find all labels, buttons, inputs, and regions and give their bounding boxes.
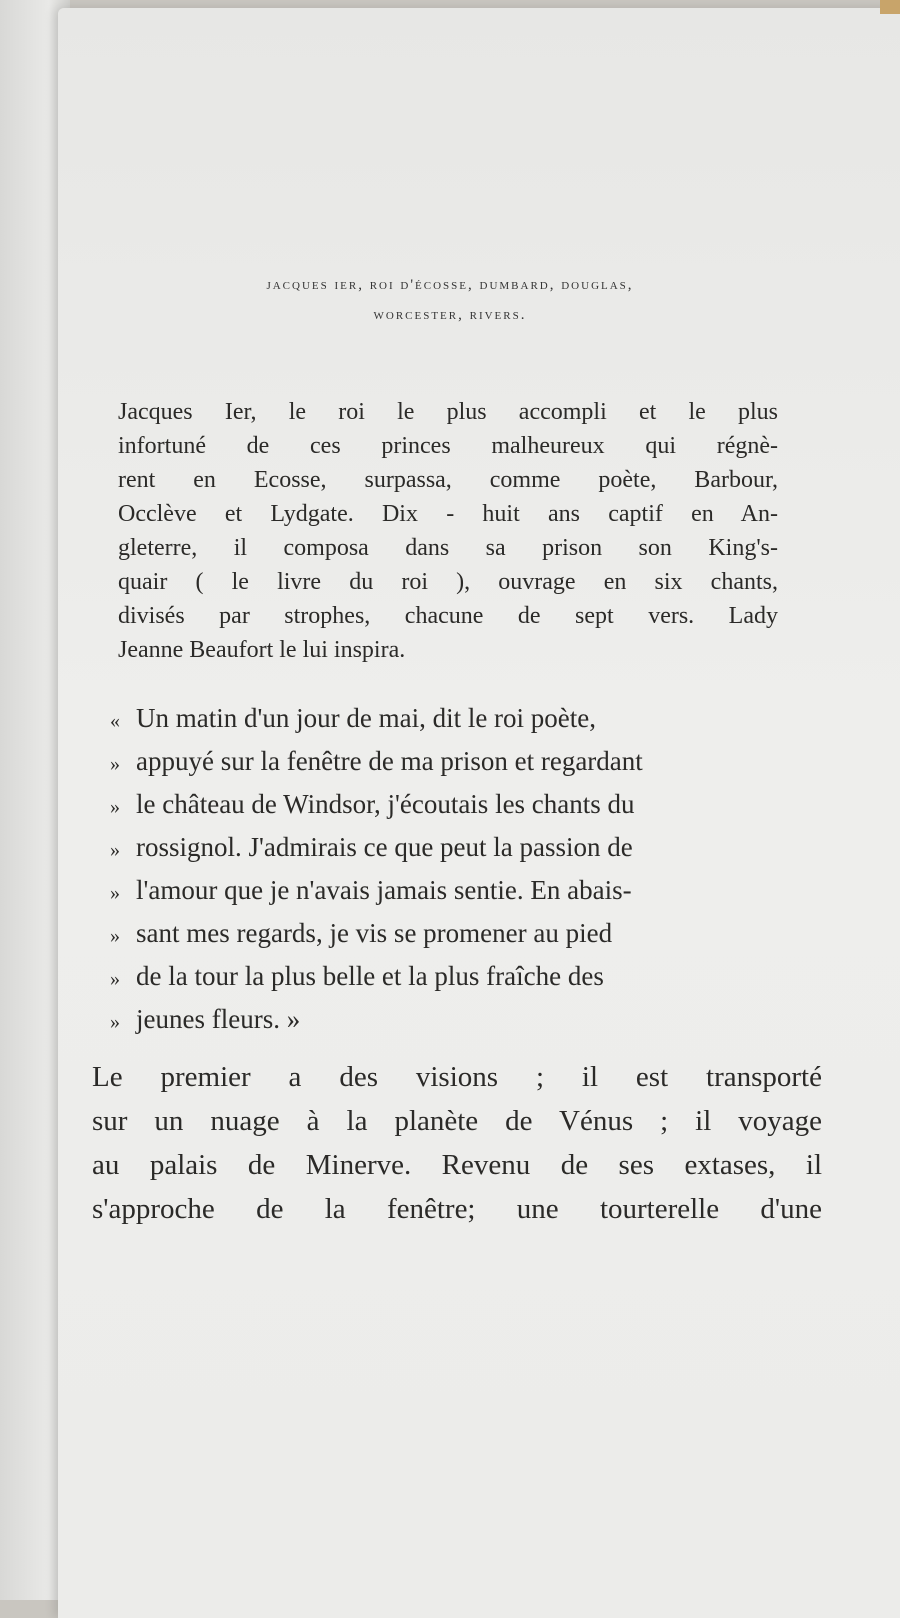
text-line: au palais de Minerve. Revenu de ses extases, il bbox=[92, 1149, 822, 1181]
continuation-quote-mark: » bbox=[110, 753, 120, 775]
text-line: rent en Ecosse, surpassa, comme poète, Barbour, bbox=[118, 467, 778, 493]
paragraph-visions bbox=[92, 1055, 822, 1231]
continuation-quote-mark: » bbox=[110, 925, 120, 947]
text-line: s'approche de la fenêtre; une tourterelle d'une bbox=[92, 1193, 822, 1225]
heading-line-2: worcester, rivers. bbox=[373, 307, 527, 323]
quote-line: de la tour la plus belle et la plus fraîche des bbox=[136, 961, 604, 991]
quote-line: appuyé sur la fenêtre de ma prison et regardant bbox=[136, 746, 643, 776]
text-line: divisés par strophes, chacune de sept vers. Lady bbox=[118, 603, 778, 629]
quotation-block bbox=[110, 698, 800, 1042]
close-quote-mark: » bbox=[286, 1004, 301, 1034]
table-corner bbox=[880, 0, 900, 14]
continuation-quote-mark: » bbox=[110, 968, 120, 990]
heading-line-1: jacques ier, roi d'écosse, dumbard, douglas, bbox=[266, 277, 634, 293]
quote-line: Un matin d'un jour de mai, dit le roi poète, bbox=[136, 703, 597, 733]
continuation-quote-mark: » bbox=[110, 839, 120, 861]
open-quote-mark: « bbox=[110, 710, 120, 732]
quote-line: l'amour que je n'avais jamais sentie. En abais- bbox=[136, 875, 632, 905]
text-line: Jeanne Beaufort le lui inspira. bbox=[118, 637, 406, 663]
text-line: Occlève et Lydgate. Dix - huit ans captif en An- bbox=[118, 501, 778, 527]
quote-line: le château de Windsor, j'écoutais les chants du bbox=[136, 789, 635, 819]
continuation-quote-mark: » bbox=[110, 796, 120, 818]
continuation-quote-mark: » bbox=[110, 1011, 120, 1033]
text-line: sur un nuage à la planète de Vénus ; il voyage bbox=[92, 1105, 822, 1137]
text-line: infortuné de ces princes malheureux qui régnè- bbox=[118, 433, 778, 459]
text-line: gleterre, il composa dans sa prison son King's- bbox=[118, 535, 778, 561]
text-line: Le premier a des visions ; il est transporté bbox=[92, 1061, 822, 1093]
continuation-quote-mark: » bbox=[110, 882, 120, 904]
paragraph-intro bbox=[118, 395, 778, 667]
chapter-heading bbox=[140, 270, 760, 330]
text-line: quair ( le livre du roi ), ouvrage en six chants, bbox=[118, 569, 778, 595]
quote-line: jeunes fleurs. bbox=[136, 1004, 280, 1034]
text-line: Jacques Ier, le roi le plus accompli et le plus bbox=[118, 399, 778, 425]
quote-line: rossignol. J'admirais ce que peut la passion de bbox=[136, 832, 633, 862]
quote-line: sant mes regards, je vis se promener au pied bbox=[136, 918, 613, 948]
